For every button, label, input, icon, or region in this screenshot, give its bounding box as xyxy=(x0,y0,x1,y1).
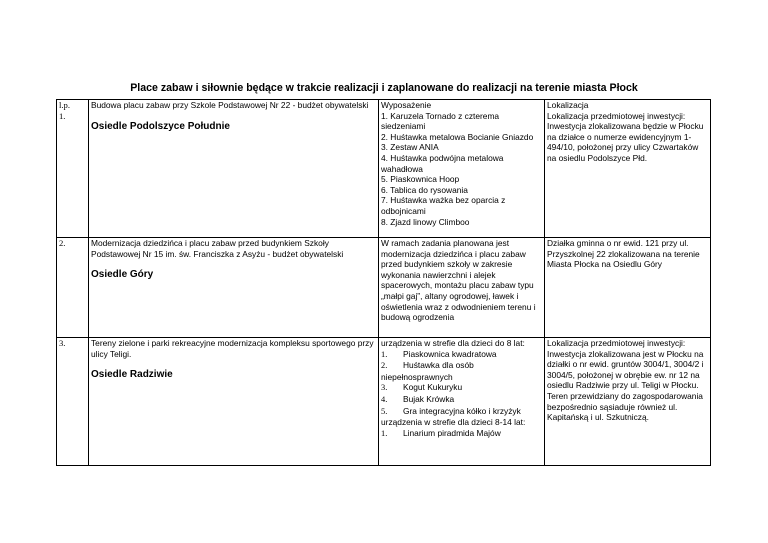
lp-number: 2. xyxy=(59,238,66,248)
project-cell xyxy=(89,338,379,466)
equipment-item: 2. Huśtawka metalowa Bocianie Gniazdo xyxy=(381,131,534,142)
lp-cell xyxy=(57,338,89,466)
equipment-item: 2. Huśtawka dla osób niepełnosprawnych xyxy=(381,360,474,382)
equipment-item: 1. Piaskownica kwadratowa xyxy=(381,348,497,359)
district-name: Osiedle Radziwie xyxy=(91,369,173,381)
equipment-item: 5. Piaskownica Hoop xyxy=(381,174,460,185)
location-text: Lokalizacja przedmiotowej inwestycji: Inwestycja zlokalizowana jest w Płocku na działki o nr ewid. gruntów 3004/1, 3004/2 i 3004/5, położonej w obrębie ew. nr 12 na osiedlu Radziwie przy ul. Teligi w Płocku. Teren przewidziany do zagospodarowania bezpośrednio sąsiaduje również ul. Kapitańską i ul. Szkutniczą. xyxy=(547,338,704,423)
location-text: Działka gminna o nr ewid. 121 przy ul. Przyszkolnej 22 zlokalizowana na terenie Miasta Płocka na Osiedlu Góry xyxy=(547,238,700,270)
equipment-zone-label: urządzenia w strefie dla dzieci do 8 lat: xyxy=(381,338,525,348)
lp-number: 3. xyxy=(59,338,66,348)
equipment-item: 1. Karuzela Tornado z czterema siedzeniami xyxy=(381,110,500,132)
equipment-item: 3. Kogut Kukuryku xyxy=(381,382,463,393)
equipment-zone-label: urządzenia w strefie dla dzieci 8-14 lat: xyxy=(381,417,526,428)
project-description: Modernizacja dziedzińca i placu zabaw przed budynkiem Szkoły Podstawowej Nr 15 im. św. Franciszka z Asyżu - budżet obywatelski xyxy=(91,238,344,259)
table-row xyxy=(57,338,711,466)
location-cell xyxy=(545,238,711,338)
location-header: Lokalizacja xyxy=(547,100,589,110)
equipment-item: 7. Huśtawka ważka bez oparcia z odbojnicami xyxy=(381,195,506,216)
projects-table xyxy=(56,99,711,466)
equipment-item: 8. Zjazd linowy Climboo xyxy=(381,216,470,227)
lp-number: 1. xyxy=(59,110,66,121)
equipment-item: 3. Zestaw ANIA xyxy=(381,142,439,153)
equipment-header: Wyposażenie xyxy=(381,100,432,110)
table-row xyxy=(57,100,711,238)
district-name: Osiedle Góry xyxy=(91,269,154,281)
equipment-item: 5. Gra integracyjna kółko i krzyżyk xyxy=(381,405,521,416)
equipment-item: 4. Bujak Krówka xyxy=(381,393,455,404)
equipment-cell xyxy=(379,338,545,466)
equipment-cell xyxy=(379,100,545,238)
project-cell xyxy=(89,100,379,238)
equipment-cell xyxy=(379,238,545,338)
lp-cell xyxy=(57,238,89,338)
location-text: Lokalizacja przedmiotowej inwestycji: Inwestycja zlokalizowana będzie w Płocku na działce o numerze ewidencyjnym 1-494/10, położonej przy ulicy Czwartaków na osiedlu Podolszyce Płd. xyxy=(547,110,704,163)
project-cell xyxy=(89,238,379,338)
lp-cell xyxy=(57,100,89,238)
project-description: Budowa placu zabaw przy Szkole Podstawowej Nr 22 - budżet obywatelski xyxy=(91,100,369,110)
location-cell xyxy=(545,100,711,238)
equipment-item: 1. Linarium piradmida Majów xyxy=(381,427,501,438)
location-cell xyxy=(545,338,711,466)
document-title: Place zabaw i siłownie będące w trakcie realizacji i zaplanowane do realizacji na terenie miasta Płock xyxy=(130,82,638,94)
lp-header: l.p. xyxy=(59,100,70,110)
district-name: Osiedle Podolszyce Południe xyxy=(91,120,230,132)
project-description: Tereny zielone i parki rekreacyjne modernizacja kompleksu sportowego przy ulicy Teligi. xyxy=(91,338,374,359)
table-row xyxy=(57,238,711,338)
equipment-description: W ramach zadania planowana jest modernizacja dziedzińca i placu zabaw przed budynkiem szkoły w zakresie wykonania nawierzchni i alejek spacerowych, montażu placu zabaw typu „małpi gaj”, altany ogrodowej, ławek i oświetlenia wraz z odwodnieniem terenu i budową ogrodzenia xyxy=(381,238,536,323)
equipment-item: 4. Huśtawka podwójna metalowa wahadłowa xyxy=(381,152,504,174)
equipment-item: 6. Tablica do rysowania xyxy=(381,184,468,195)
